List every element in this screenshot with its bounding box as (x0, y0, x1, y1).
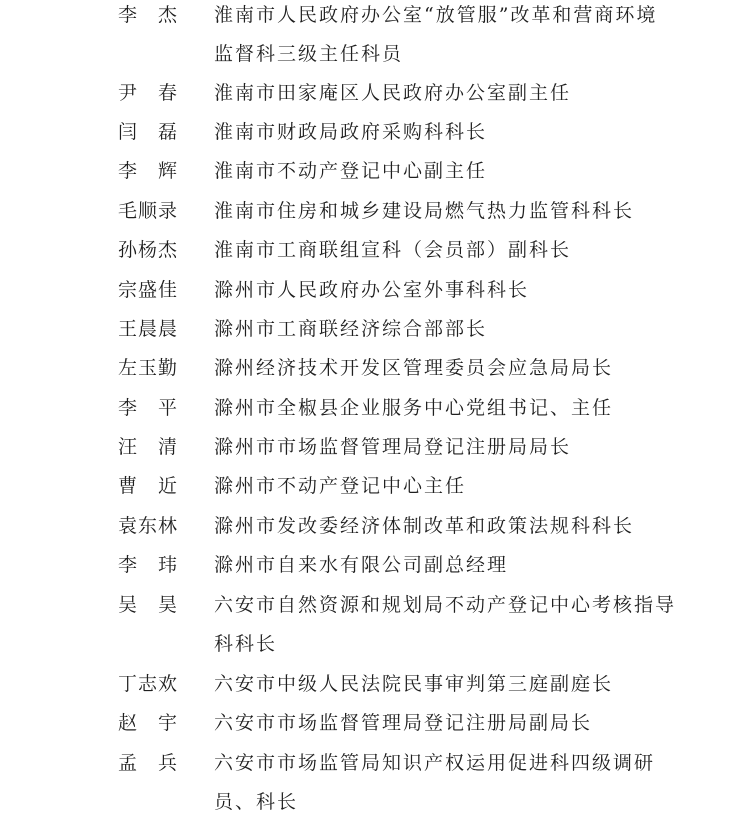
position-title-line: 六安市市场监督管理局登记注册局副局长 (214, 712, 593, 734)
person-name: 丁志欢 (118, 673, 179, 695)
position-title-line: 滁州经济技术开发区管理委员会应急局局长 (214, 357, 614, 379)
position-title-line: 员、科长 (214, 791, 299, 813)
person-name: 赵 宇 (118, 712, 179, 734)
person-name: 闫 磊 (118, 121, 179, 143)
person-name: 袁东林 (118, 515, 179, 537)
position-title-line: 六安市中级人民法院民事审判第三庭副庭长 (214, 673, 614, 695)
person-name: 汪 清 (118, 436, 179, 458)
position-title-line: 六安市市场监管局知识产权运用促进科四级调研 (214, 752, 656, 774)
position-title-line: 淮南市财政局政府采购科科长 (214, 121, 488, 143)
person-name: 宗盛佳 (118, 279, 179, 301)
position-title-line: 淮南市人民政府办公室“放管服”改革和营商环境 (214, 4, 658, 26)
person-name: 李 杰 (118, 4, 179, 26)
position-title-line: 滁州市不动产登记中心主任 (214, 475, 467, 497)
person-name: 左玉勤 (118, 357, 179, 379)
position-title-line: 六安市自然资源和规划局不动产登记中心考核指导 (214, 594, 677, 616)
person-name: 李 平 (118, 397, 179, 419)
person-name: 吴 昊 (118, 594, 179, 616)
person-name: 李 辉 (118, 160, 179, 182)
position-title-line: 淮南市工商联组宣科（会员部）副科长 (214, 239, 572, 261)
position-title-line: 淮南市不动产登记中心副主任 (214, 160, 488, 182)
position-title-line: 滁州市全椒县企业服务中心党组书记、主任 (214, 397, 614, 419)
position-title-line: 淮南市田家庵区人民政府办公室副主任 (214, 82, 572, 104)
person-name: 毛顺录 (118, 200, 179, 222)
position-title-line: 滁州市人民政府办公室外事科科长 (214, 279, 530, 301)
position-title-line: 科科长 (214, 633, 278, 655)
position-title-line: 淮南市住房和城乡建设局燃气热力监管科科长 (214, 200, 635, 222)
person-name: 孟 兵 (118, 752, 179, 774)
person-name: 王晨晨 (118, 318, 179, 340)
position-title-line: 滁州市自来水有限公司副总经理 (214, 554, 509, 576)
position-title-line: 滁州市工商联经济综合部部长 (214, 318, 488, 340)
person-name: 李 玮 (118, 554, 179, 576)
person-name: 曹 近 (118, 475, 179, 497)
position-title-line: 监督科三级主任科员 (214, 43, 404, 65)
person-name: 孙杨杰 (118, 239, 179, 261)
person-name: 尹 春 (118, 82, 179, 104)
position-title-line: 滁州市发改委经济体制改革和政策法规科科长 (214, 515, 635, 537)
position-title-line: 滁州市市场监督管理局登记注册局局长 (214, 436, 572, 458)
